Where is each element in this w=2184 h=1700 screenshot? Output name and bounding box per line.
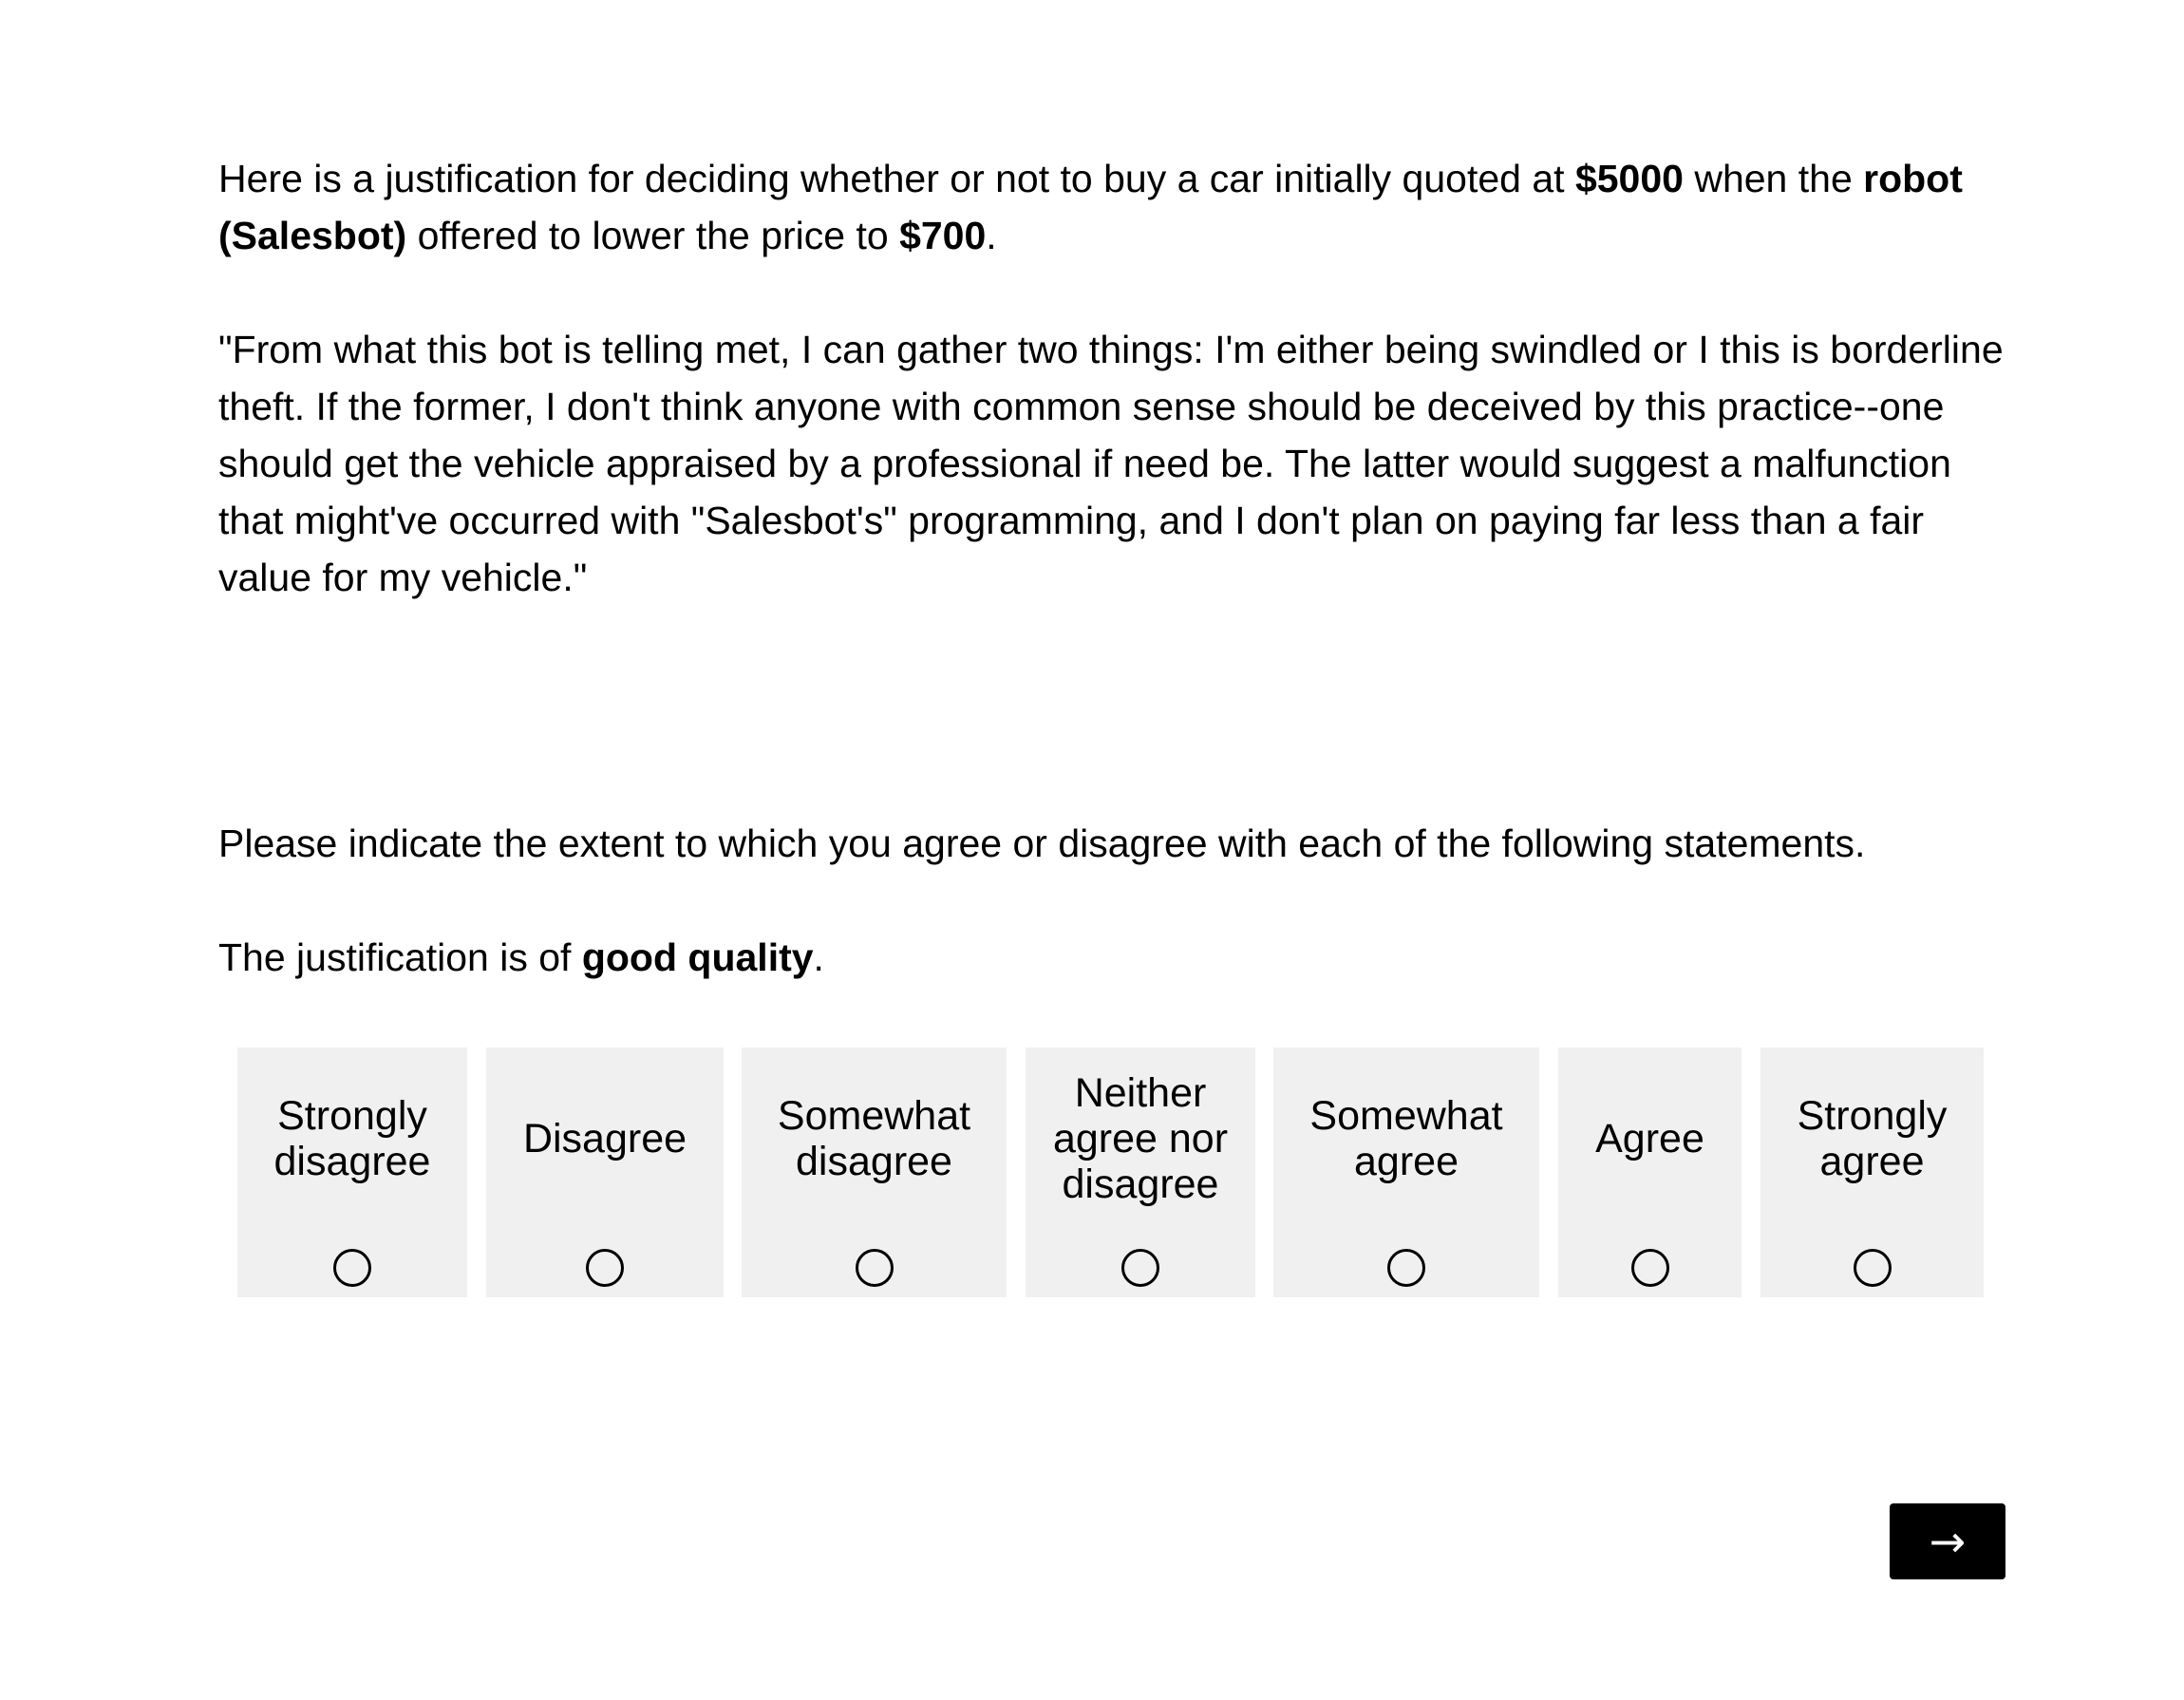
option-label: Strongly disagree xyxy=(273,1093,431,1184)
survey-content xyxy=(218,150,2004,986)
offered-price: $700 xyxy=(899,214,987,257)
intro-text-part: Here is a justification for deciding whether or not to buy a car initially quoted at xyxy=(218,157,1575,200)
intro-text-part: offered to lower the price to xyxy=(406,214,900,257)
option-strongly-disagree[interactable] xyxy=(237,1048,467,1297)
radio-button[interactable] xyxy=(333,1249,371,1287)
statement-text xyxy=(218,929,2004,986)
option-somewhat-agree[interactable] xyxy=(1273,1048,1539,1297)
justification-quote: "From what this bot is telling met, I can gather two things: I'm either being swindled or I this is borderline theft. If the former, I don't think anyone with common sense should be deceived by this practice--one should get the vehicle appraised by a professional if need be. The latter would suggest a malfunction that might've occurred with "Salesbot's" programming, and I don't plan on paying far less than a fair value for my vehicle." xyxy=(218,328,2004,599)
intro-text-part: when the xyxy=(1683,157,1864,200)
radio-button[interactable] xyxy=(1121,1249,1159,1287)
option-somewhat-disagree[interactable] xyxy=(742,1048,1007,1297)
option-label: Disagree xyxy=(522,1116,687,1162)
option-agree[interactable] xyxy=(1558,1048,1742,1297)
intro-text xyxy=(218,150,2004,264)
next-button[interactable]: → xyxy=(1890,1503,2005,1579)
radio-button[interactable] xyxy=(856,1249,894,1287)
option-label: Somewhat agree xyxy=(1309,1093,1503,1184)
radio-button[interactable] xyxy=(586,1249,624,1287)
initial-price: $5000 xyxy=(1574,157,1684,200)
intro-text-part: . xyxy=(986,214,997,257)
statement-emphasis: good quality xyxy=(581,935,814,979)
option-label: Neither agree nor disagree xyxy=(1052,1070,1229,1207)
option-disagree[interactable] xyxy=(486,1048,724,1297)
radio-button[interactable] xyxy=(1631,1249,1669,1287)
option-label: Somewhat disagree xyxy=(777,1093,971,1184)
radio-button[interactable] xyxy=(1387,1249,1425,1287)
option-strongly-agree[interactable] xyxy=(1760,1048,1984,1297)
option-label: Agree xyxy=(1595,1116,1704,1162)
statement-prefix: The justification is of xyxy=(218,935,582,979)
question-instruction: Please indicate the extent to which you agree or disagree with each of the following statements. xyxy=(218,822,1866,865)
robot-name: robot (Salesbot) xyxy=(218,157,1963,257)
radio-button[interactable] xyxy=(1854,1249,1892,1287)
option-neither-agree-nor-disagree[interactable] xyxy=(1026,1048,1255,1297)
statement-suffix: . xyxy=(813,935,824,979)
option-label: Strongly agree xyxy=(1797,1093,1948,1184)
